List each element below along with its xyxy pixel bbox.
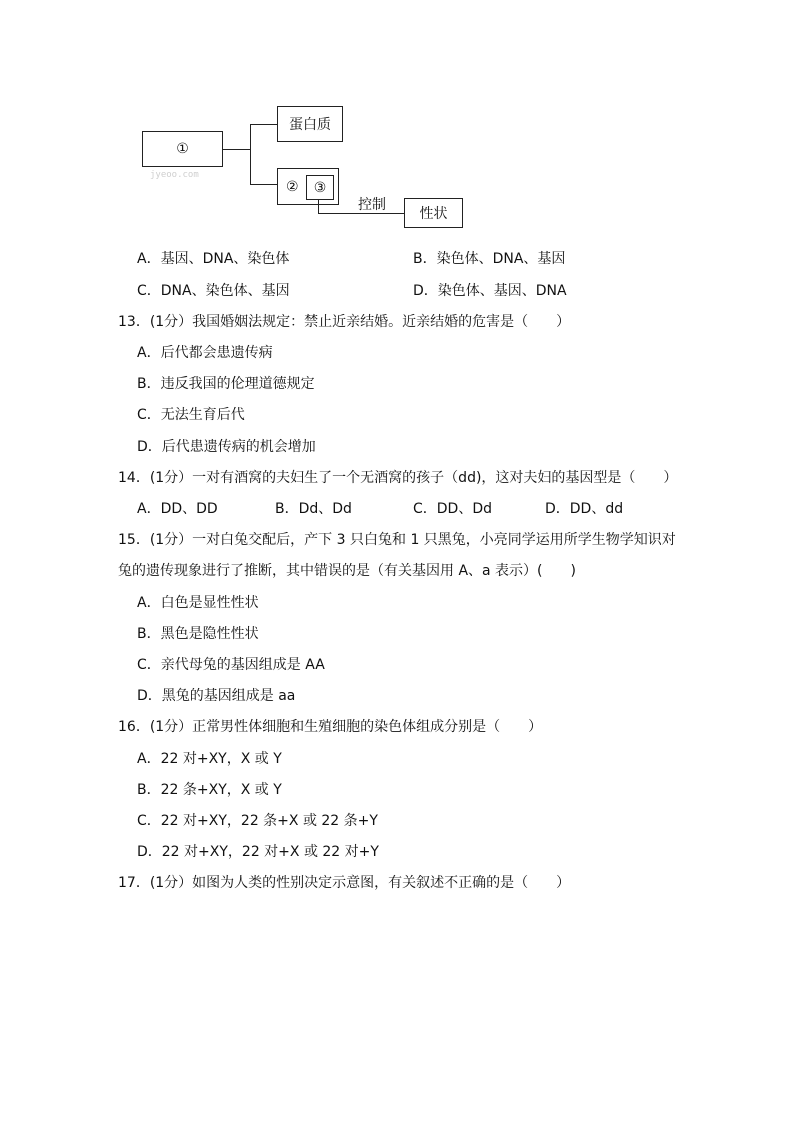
box-1: [142, 131, 223, 167]
q13-option-c: C．无法生育后代: [137, 407, 245, 423]
q13-option-a: A．后代都会患遗传病: [137, 345, 273, 361]
connector-line: [250, 184, 277, 185]
box-3: [306, 175, 334, 200]
q13-option-d: D．后代患遗传病的机会增加: [137, 439, 316, 455]
box-3-label: ③: [313, 179, 327, 196]
q13-option-b: B．违反我国的伦理道德规定: [137, 376, 315, 392]
trait-box: [404, 198, 463, 228]
q16-option-d: D．22 对+XY，22 对+X 或 22 对+Y: [137, 844, 379, 860]
watermark: jyeoo.com: [150, 170, 199, 180]
control-label: 控制: [358, 197, 386, 213]
connector-line: [250, 124, 251, 184]
q12-option-c: C．DNA、染色体、基因: [137, 283, 290, 299]
connector-line: [318, 200, 319, 214]
q16-option-b: B．22 条+XY，X 或 Y: [137, 782, 282, 798]
q14-option-c: C．DD、Dd: [413, 501, 493, 517]
q13-stem: 13．(1分）我国婚姻法规定：禁止近亲结婚。近亲结婚的危害是（ ）: [118, 314, 571, 330]
box-2-label: ②: [286, 178, 299, 195]
q12-option-d: D．染色体、基因、DNA: [413, 283, 567, 299]
box-1-label: ①: [176, 141, 189, 157]
q15-option-d: D．黑兔的基因组成是 aa: [137, 688, 296, 704]
connector-line: [223, 149, 250, 150]
q16-stem: 16．(1分）正常男性体细胞和生殖细胞的染色体组成分别是（ ）: [118, 719, 543, 735]
protein-label: 蛋白质: [289, 117, 331, 133]
q15-option-c: C．亲代母兔的基因组成是 AA: [137, 657, 325, 673]
q15-stem-line1: 15．(1分）一对白兔交配后，产下 3 只白兔和 1 只黑兔，小亮同学运用所学生物学知识对: [118, 532, 676, 548]
q12-option-a: A．基因、DNA、染色体: [137, 251, 290, 267]
q17-stem: 17．(1分）如图为人类的性别决定示意图，有关叙述不正确的是（ ）: [118, 875, 571, 891]
q15-option-a: A．白色是显性性状: [137, 595, 259, 611]
gene-structure-diagram: [0, 0, 794, 240]
q14-option-b: B．Dd、Dd: [275, 501, 352, 517]
connector-line: [250, 124, 277, 125]
q14-stem: 14．(1分）一对有酒窝的夫妇生了一个无酒窝的孩子（dd)，这对夫妇的基因型是（ ）: [118, 470, 678, 486]
protein-box: [277, 106, 343, 142]
q12-option-b: B．染色体、DNA、基因: [413, 251, 566, 267]
q16-option-a: A．22 对+XY，X 或 Y: [137, 751, 282, 767]
q15-stem-line2: 兔的遗传现象进行了推断，其中错误的是（有关基因用 A、a 表示）( ): [118, 563, 576, 579]
q15-option-b: B．黑色是隐性性状: [137, 626, 259, 642]
q14-option-a: A．DD、DD: [137, 501, 218, 517]
q14-option-d: D．DD、dd: [545, 501, 624, 517]
trait-label: 性状: [419, 206, 448, 222]
q16-option-c: C．22 对+XY，22 条+X 或 22 条+Y: [137, 813, 378, 829]
